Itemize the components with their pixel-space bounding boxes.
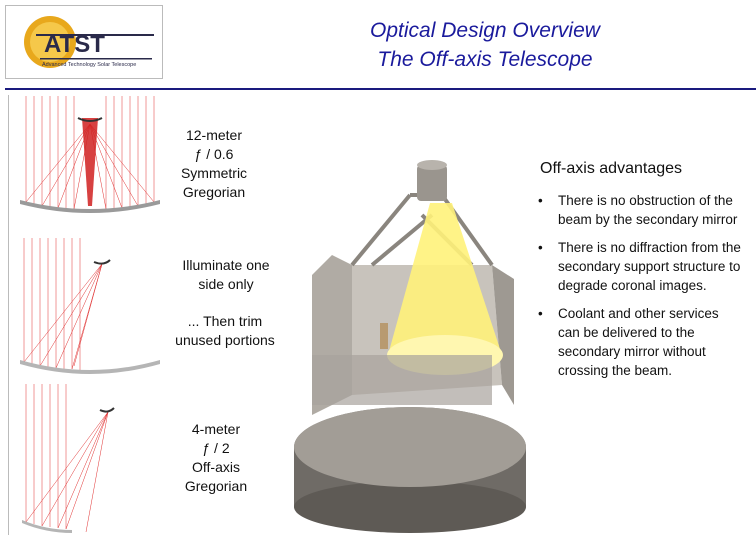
list-item [538, 191, 744, 229]
caption-line: Gregorian [184, 478, 248, 494]
caption-line: side only [198, 276, 254, 292]
caption-line: Gregorian [182, 184, 246, 200]
symmetric-gregorian-diagram [16, 96, 164, 214]
caption-trim [166, 312, 284, 350]
caption-line: 12-meter [185, 127, 243, 143]
caption-line: Off-axis [192, 459, 240, 475]
bullet-text: Coolant and other services can be delivered to the secondary mirror without crossing the beam. [558, 306, 719, 378]
atst-logo [5, 5, 163, 79]
telescope-rendering [292, 155, 528, 535]
advantages-list [538, 191, 744, 389]
bullet-icon: • [538, 193, 543, 208]
list-item [538, 304, 744, 380]
left-divider [8, 95, 9, 535]
title-line-2: The Off-axis Telescope [377, 48, 593, 71]
page-title [300, 16, 670, 74]
bullet-text: There is no diffraction from the secondary support structure to degrade coronal images. [558, 240, 741, 293]
caption-line: Illuminate one [182, 257, 270, 273]
one-side-illuminated-diagram [16, 238, 164, 378]
caption-line: ƒ / 2 [202, 440, 230, 456]
bullet-icon: • [538, 306, 543, 321]
advantages-heading: Off-axis advantages [540, 160, 683, 177]
list-item [538, 238, 744, 295]
caption-off-axis [168, 420, 264, 496]
title-line-1: Optical Design Overview [370, 19, 600, 42]
caption-line: 4-meter [191, 421, 241, 437]
off-axis-gregorian-diagram [16, 384, 164, 534]
caption-line: ... Then trim [187, 313, 263, 329]
caption-line: Symmetric [180, 165, 248, 181]
caption-line: unused portions [175, 332, 275, 348]
logo-tagline: Advanced Technology Solar Telescope [42, 62, 137, 68]
title-divider [5, 88, 756, 90]
caption-line: ƒ / 0.6 [194, 146, 234, 162]
bullet-text: There is no obstruction of the beam by the secondary mirror [558, 193, 738, 227]
bullet-icon: • [538, 240, 543, 255]
logo-text: ATST [44, 31, 105, 58]
caption-symmetric [166, 126, 262, 202]
caption-one-side [170, 256, 282, 294]
